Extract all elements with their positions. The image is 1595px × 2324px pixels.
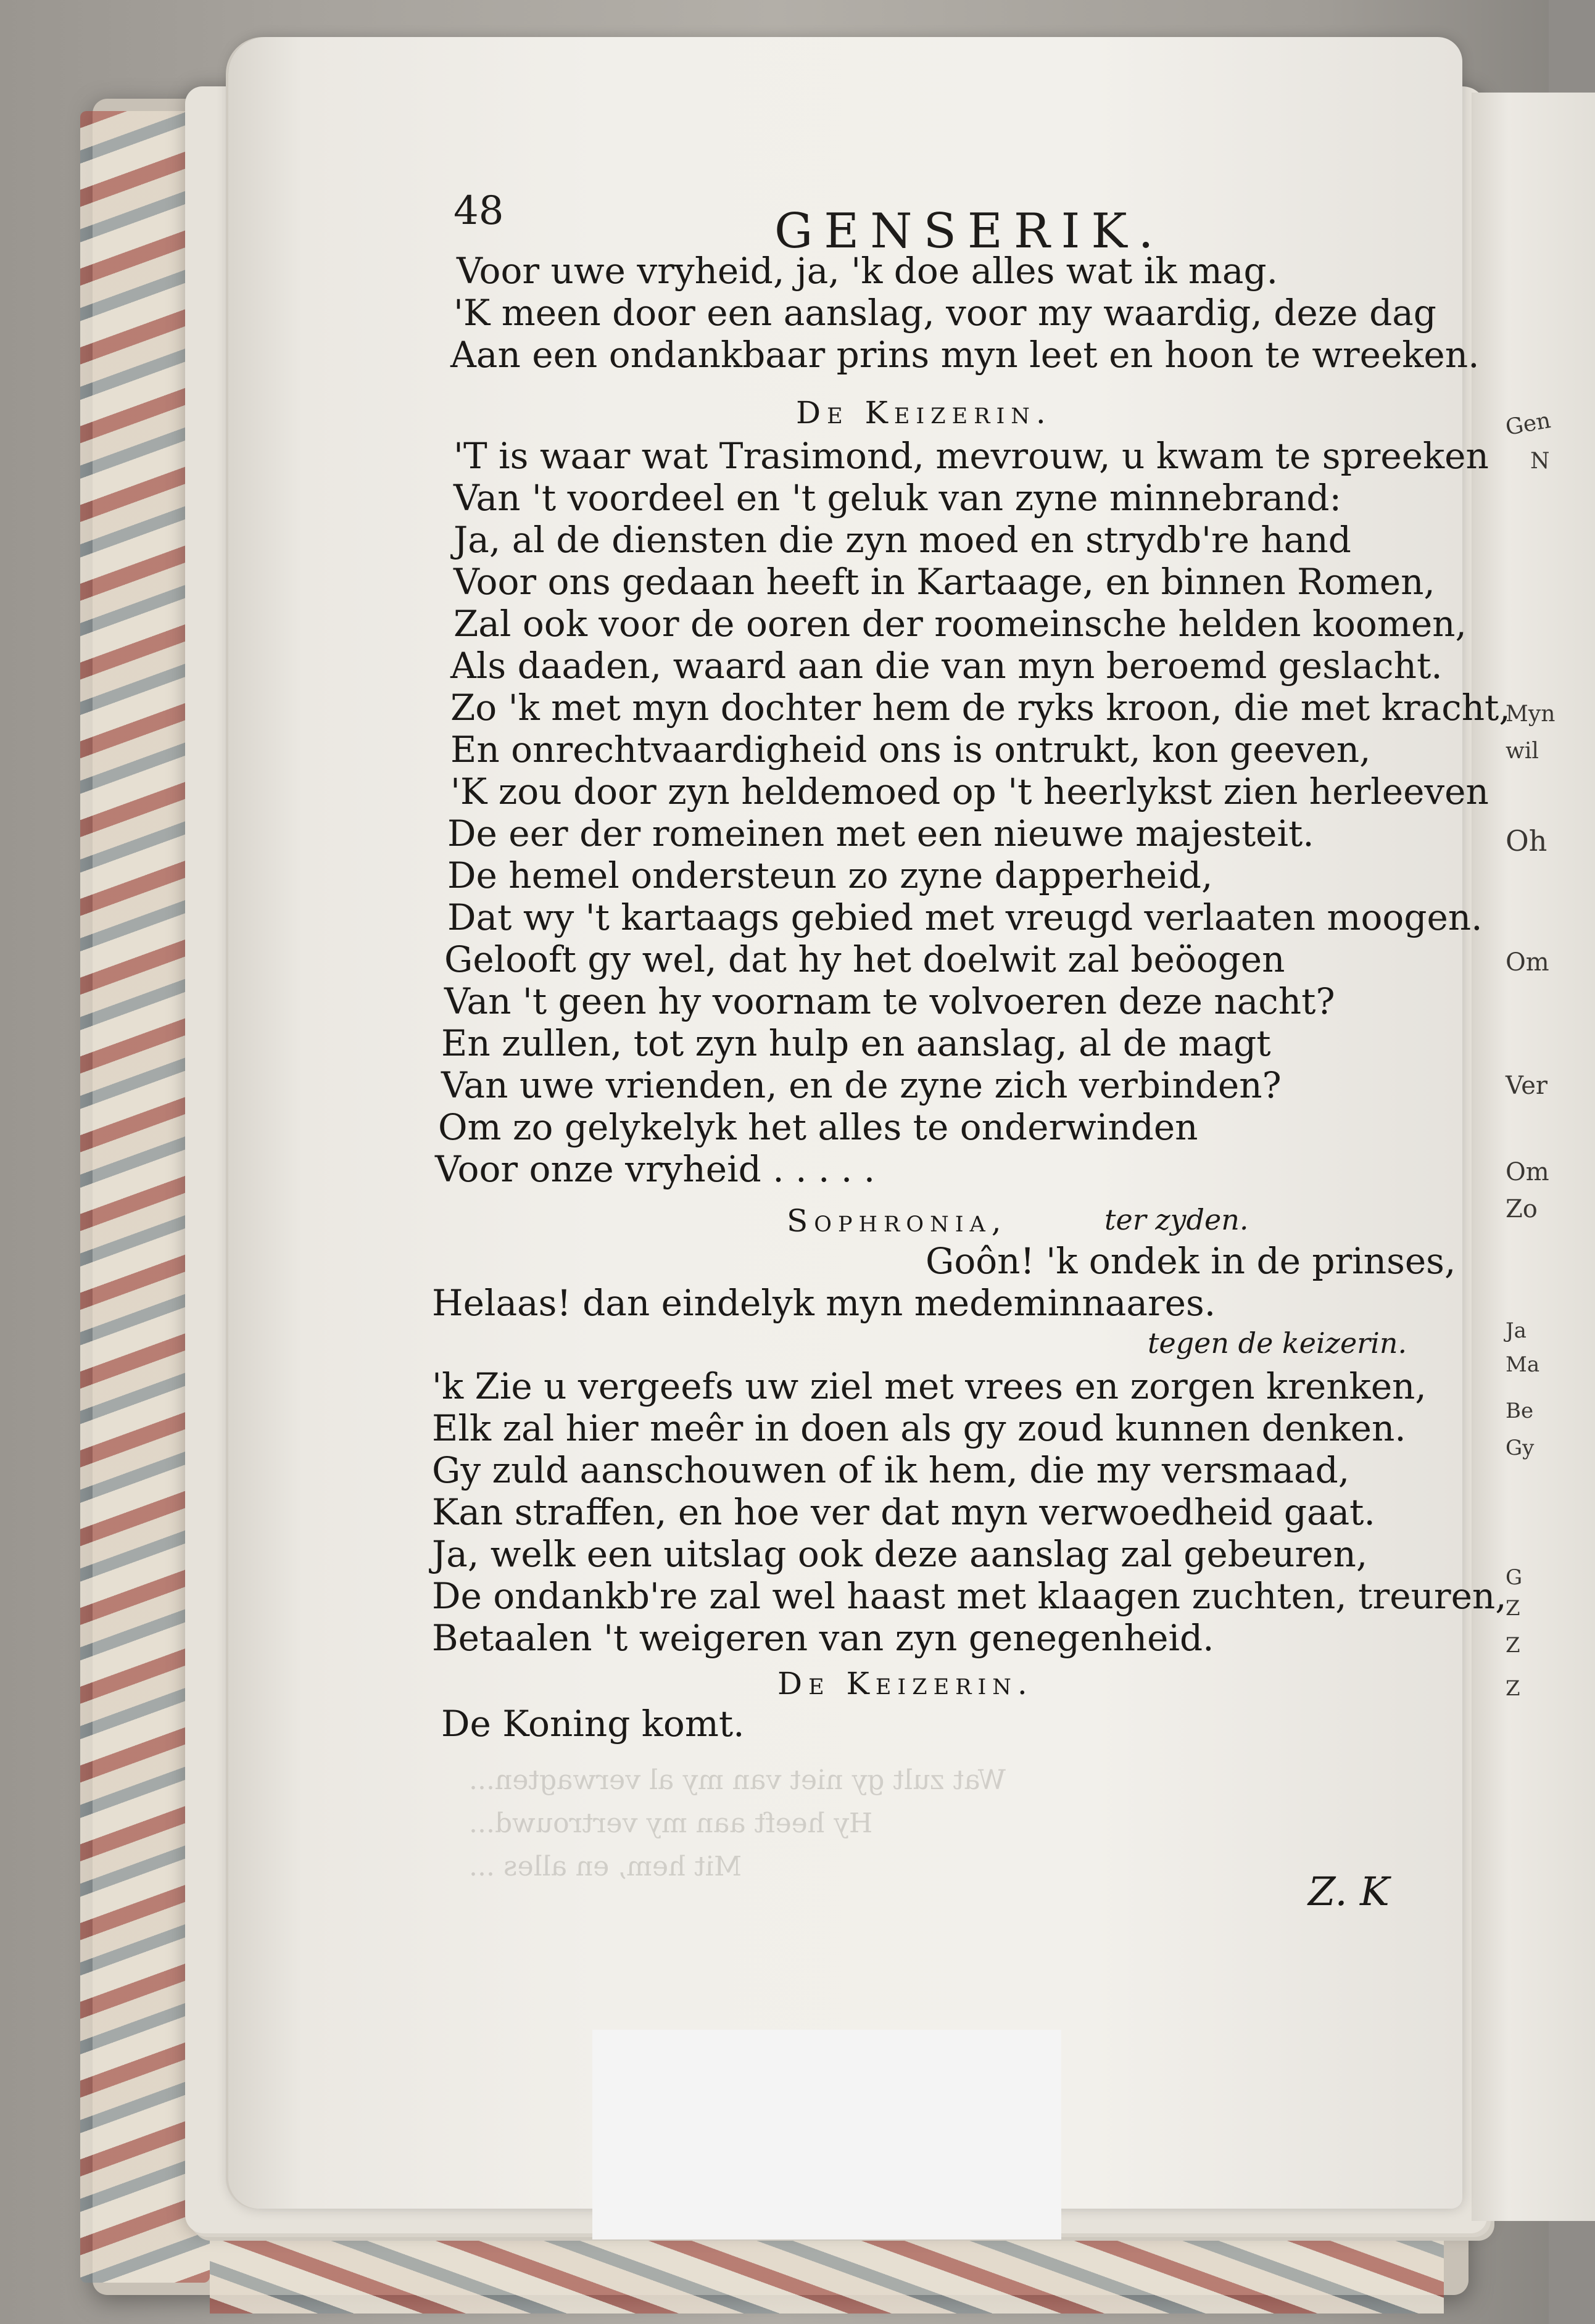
verse-line: Elk zal hier meêr in doen als gy zoud kunnen denken. bbox=[432, 1407, 1406, 1449]
bleed-through-text: Mit hem, en alles ... bbox=[469, 1851, 742, 1882]
redaction-patch bbox=[592, 2030, 1061, 2239]
speaker-name: Sophronia, bbox=[787, 1203, 1008, 1239]
verse-line: En onrechtvaardigheid ons is ontrukt, kon geeven, bbox=[450, 729, 1371, 771]
verse-line: Goôn! 'k ondek in de prinses, bbox=[926, 1240, 1456, 1282]
stage-direction: ter zyden. bbox=[1104, 1203, 1249, 1236]
running-title: GENSERIK. bbox=[774, 204, 1165, 259]
verse-line: En zullen, tot zyn hulp en aanslag, al de magt bbox=[441, 1022, 1271, 1064]
facing-fragment: Zo bbox=[1506, 1195, 1538, 1223]
verse-line: Voor ons gedaan heeft in Kartaage, en binnen Romen, bbox=[454, 561, 1435, 603]
bleed-through-text: Hy heeft aan my vertrouwd... bbox=[469, 1808, 873, 1839]
facing-fragment: Be bbox=[1506, 1399, 1534, 1423]
verse-line: Gy zuld aanschouwen of ik hem, die my versmaad, bbox=[432, 1449, 1350, 1491]
stage-direction: tegen de keizerin. bbox=[1148, 1326, 1407, 1360]
facing-fragment: G bbox=[1506, 1565, 1523, 1590]
facing-fragment: Oh bbox=[1506, 824, 1547, 858]
verse-line: De hemel ondersteun zo zyne dapperheid, bbox=[447, 854, 1213, 896]
verse-line: Van uwe vrienden, en de zyne zich verbinden? bbox=[441, 1064, 1282, 1106]
verse-line: Betaalen 't weigeren van zyn genegenheid. bbox=[432, 1617, 1214, 1659]
facing-fragment: Gen bbox=[1503, 407, 1553, 441]
verse-line: De ondankb're zal wel haast met klaagen zuchten, treuren, bbox=[432, 1575, 1507, 1617]
verse-line: 'k Zie u vergeefs uw ziel met vrees en zorgen krenken, bbox=[432, 1365, 1427, 1407]
verse-line: Van 't geen hy voornam te volvoeren deze nacht? bbox=[444, 980, 1335, 1022]
verse-line: Zal ook voor de ooren der roomeinsche helden koomen, bbox=[454, 603, 1467, 645]
facing-fragment: Om bbox=[1506, 1158, 1549, 1186]
verse-line: Ja, welk een uitslag ook deze aanslag zal gebeuren, bbox=[432, 1533, 1368, 1575]
facing-fragment: N bbox=[1530, 449, 1550, 474]
facing-fragment: Ma bbox=[1506, 1352, 1540, 1377]
facing-fragment: Myn bbox=[1506, 701, 1556, 727]
text-line: 'K meen door een aanslag, voor my waardig, deze dag bbox=[454, 292, 1436, 334]
text-line: Aan een ondankbaar prins myn leet en hoon te wreeken. bbox=[450, 334, 1480, 376]
verse-line: Voor onze vryheid . . . . . bbox=[435, 1148, 876, 1190]
text-line: Voor uwe vryheid, ja, 'k doe alles wat ik mag. bbox=[457, 250, 1278, 292]
verse-line: De Koning komt. bbox=[441, 1703, 745, 1745]
bleed-through-text: Wat zult gy niet van my al verwagten... bbox=[469, 1764, 1006, 1796]
verse-line: 'K zou door zyn heldemoed op 't heerlykst zien herleeven bbox=[450, 771, 1489, 813]
verse-line: Gelooft gy wel, dat hy het doelwit zal beöogen bbox=[444, 938, 1285, 980]
facing-fragment: Gy bbox=[1506, 1436, 1535, 1460]
speaker-name: De Keizerin. bbox=[777, 1666, 1034, 1702]
facing-fragment: Z bbox=[1506, 1596, 1520, 1621]
signature-mark: Z. K bbox=[1308, 1869, 1390, 1915]
verse-line: 'T is waar wat Trasimond, mevrouw, u kwam te spreeken bbox=[454, 435, 1489, 477]
verse-line: Van 't voordeel en 't geluk van zyne minnebrand: bbox=[454, 477, 1342, 519]
verse-line: Dat wy 't kartaags gebied met vreugd verlaaten moogen. bbox=[447, 896, 1483, 938]
verse-line: Helaas! dan eindelyk myn medeminnaares. bbox=[432, 1282, 1216, 1324]
facing-fragment: Ja bbox=[1506, 1318, 1527, 1343]
verse-line: Ja, al de diensten die zyn moed en strydb're hand bbox=[454, 519, 1351, 561]
verse-line: Zo 'k met myn dochter hem de ryks kroon, die met kracht, bbox=[450, 687, 1510, 729]
facing-fragment: Om bbox=[1506, 948, 1549, 977]
verse-line: De eer der romeinen met een nieuwe majesteit. bbox=[447, 813, 1314, 854]
speaker-name: De Keizerin. bbox=[796, 395, 1052, 431]
facing-fragment: Z bbox=[1506, 1633, 1520, 1658]
facing-fragment: Z bbox=[1506, 1676, 1520, 1701]
page-number: 48 bbox=[454, 188, 504, 234]
verse-line: Kan straffen, en hoe ver dat myn verwoedheid gaat. bbox=[432, 1491, 1375, 1533]
verse-line: Als daaden, waard aan die van myn beroemd geslacht. bbox=[450, 645, 1443, 687]
verse-line: Om zo gelykelyk het alles te onderwinden bbox=[438, 1106, 1198, 1148]
facing-fragment: wil bbox=[1506, 738, 1539, 764]
facing-fragment: Ver bbox=[1506, 1072, 1548, 1100]
